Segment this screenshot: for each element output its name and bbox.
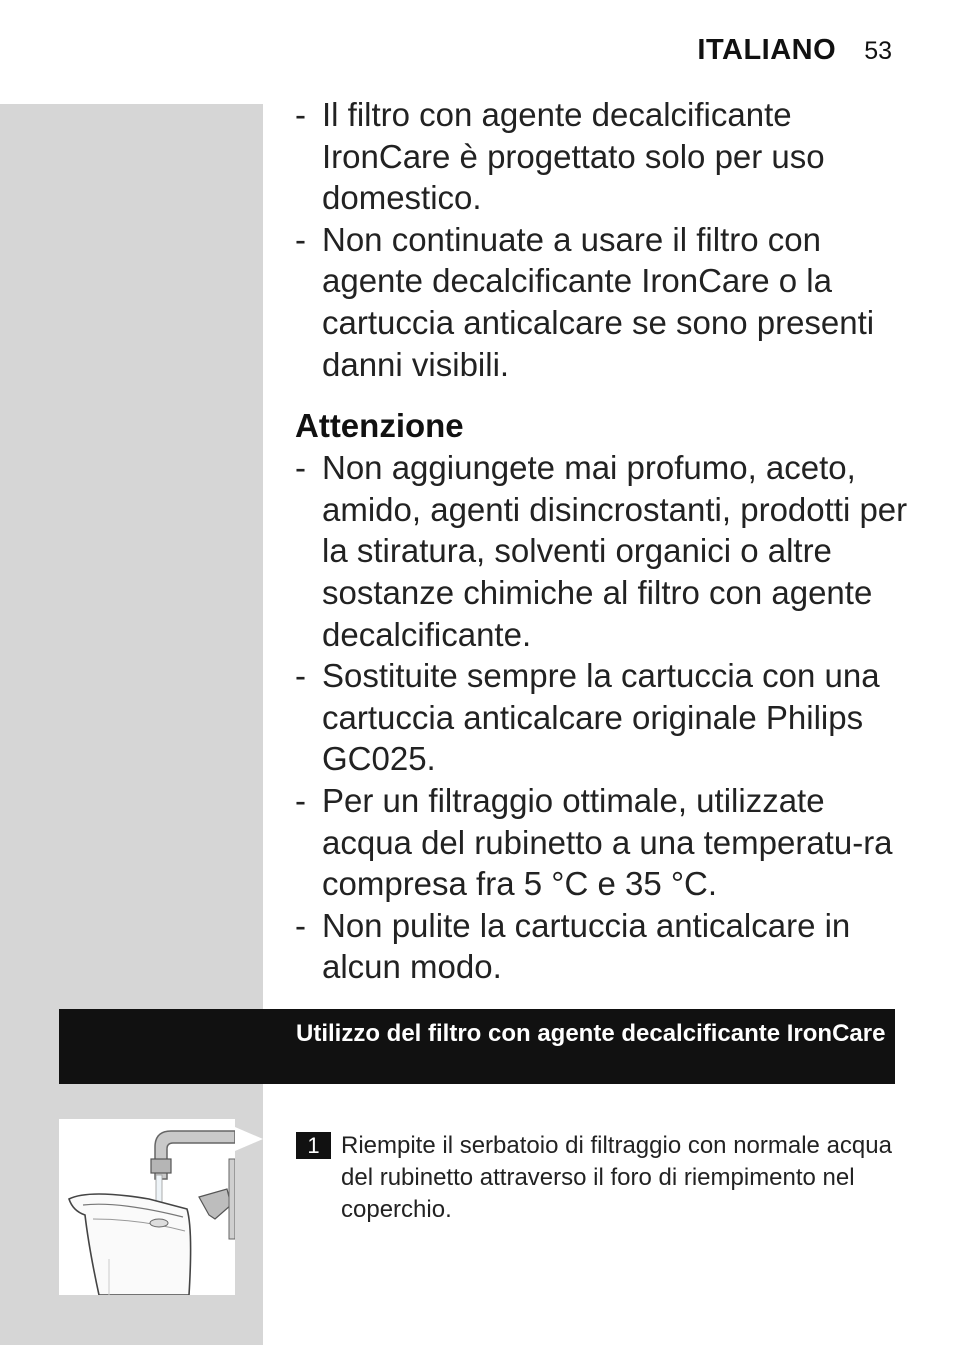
bullet-dash: - xyxy=(295,657,306,695)
page-number: 53 xyxy=(864,37,892,65)
callout-pointer xyxy=(235,1127,263,1151)
bullet-dash: - xyxy=(295,96,306,133)
bullet-dash: - xyxy=(295,220,306,258)
list-item: - Sostituite sempre la cartuccia con una cartuccia anticalcare originale Philips GC025. xyxy=(295,657,880,778)
bullet-dash: - xyxy=(295,906,306,944)
bullet-dash: - xyxy=(295,449,306,487)
language-label: ITALIANO xyxy=(697,34,837,66)
filter-jug-illustration xyxy=(59,1119,235,1295)
section-title-bar xyxy=(59,1009,895,1084)
step-text: Riempite il serbatoio di filtraggio con normale acqua del rubinetto attraverso il foro di riempimento nel coperchio. xyxy=(341,1132,892,1223)
tap-filling-jug-icon xyxy=(59,1119,235,1295)
list-item: - Il filtro con agente decalcificante IronCare è progettato solo per uso domestico. xyxy=(295,96,825,217)
page-header xyxy=(697,34,892,67)
attention-list xyxy=(295,447,910,988)
step-number-badge: 1 xyxy=(296,1132,331,1159)
main-content xyxy=(295,94,910,988)
list-item: - Non pulite la cartuccia anticalcare in alcun modo. xyxy=(295,906,851,986)
attention-heading: Attenzione xyxy=(295,407,464,445)
section-title: Utilizzo del filtro con agente decalcificante IronCare xyxy=(296,1020,886,1047)
list-item: - Per un filtraggio ottimale, utilizzate acqua del rubinetto a una temperatu-ra compresa fra 5 °C e 35 °C. xyxy=(295,781,893,903)
bullet-dash: - xyxy=(295,781,306,819)
list-item: - Non aggiungete mai profumo, aceto, amido, agenti disincrostanti, prodotti per la stiratura, solventi organici o altre sostanze chimiche al filtro con agente decalcificante. xyxy=(295,449,908,653)
list-item: - Non continuate a usare il filtro con agente decalcificante IronCare o la cartuccia anticalcare se sono presenti danni visibili. xyxy=(295,220,875,383)
step-1 xyxy=(296,1130,896,1226)
warning-list xyxy=(295,94,910,385)
